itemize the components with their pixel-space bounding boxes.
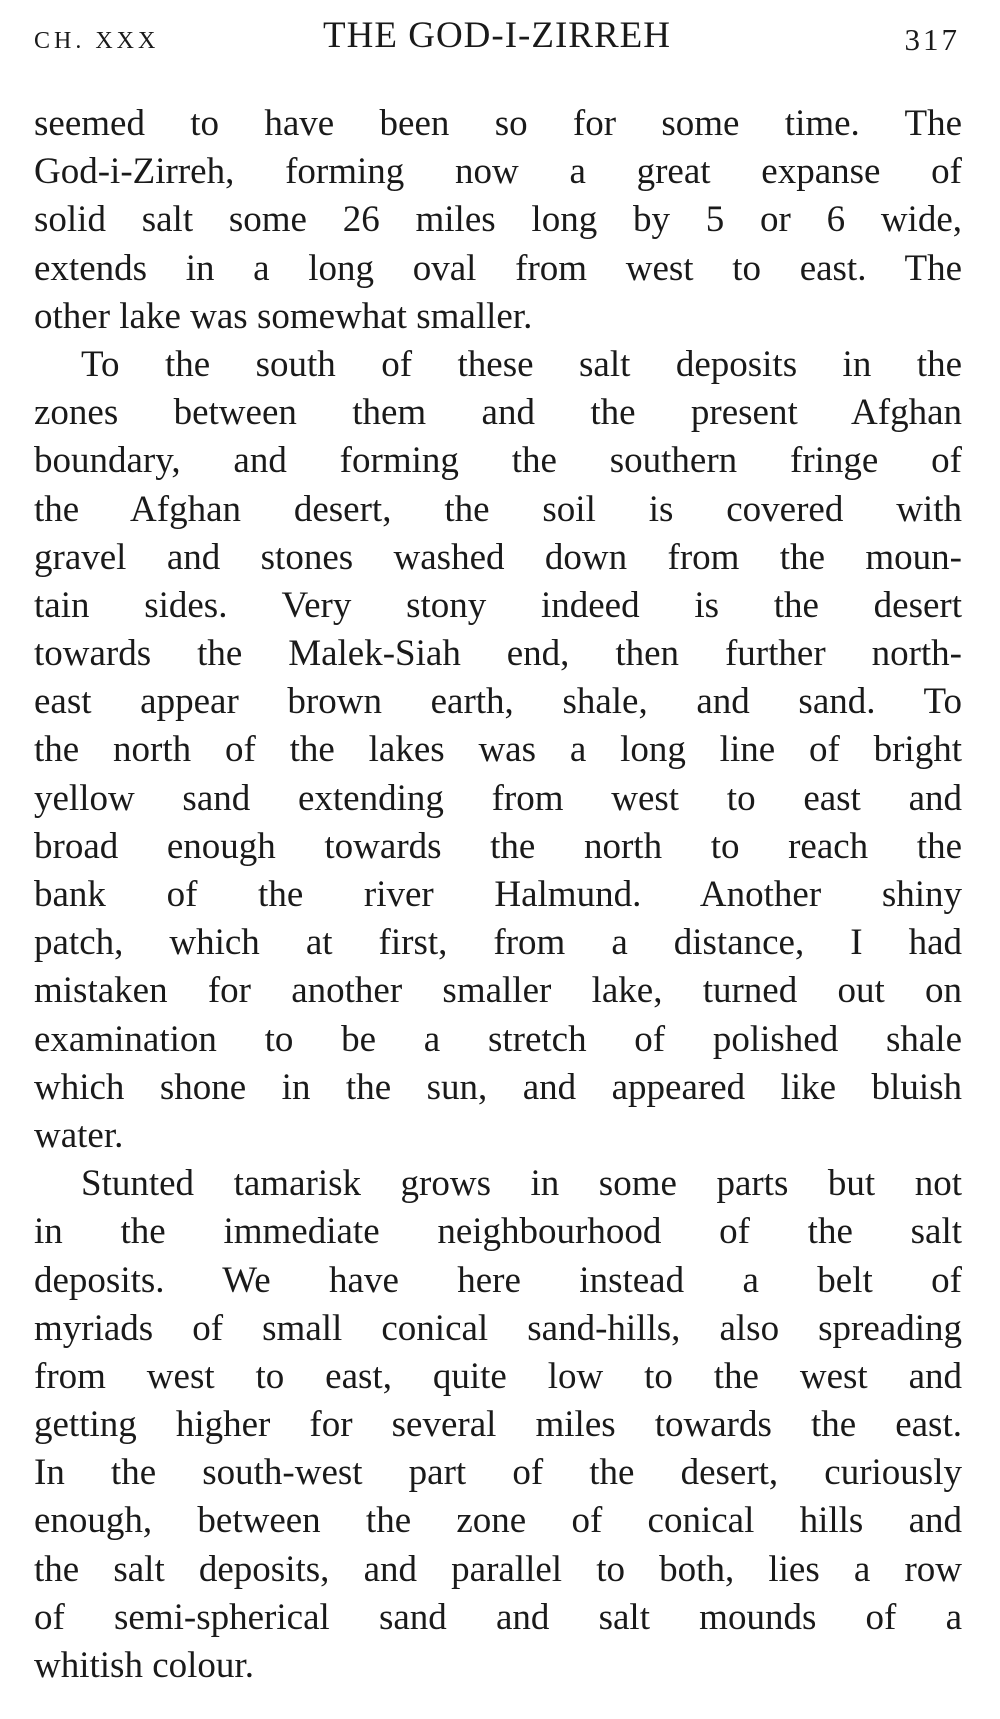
text-line: extends in a long oval from west to east. The [34,247,962,289]
text-line: myriads of small conical sand-hills, also spreading [34,1307,962,1349]
text-line: In the south-west part of the desert, curiously [34,1452,962,1494]
running-head [34,14,960,64]
text-line: whitish colour. [34,1645,254,1686]
text-line: solid salt some 26 miles long by 5 or 6 wide, [34,199,962,241]
page-title: THE GOD-I-ZIRREH [323,15,671,56]
text-line: deposits. We have here instead a belt of [34,1259,962,1301]
text-line: which shone in the sun, and appeared like bluish [34,1066,962,1108]
text-line: the north of the lakes was a long line of bright [34,729,962,771]
text-line: broad enough towards the north to reach the [34,825,962,867]
text-line: tain sides. Very stony indeed is the desert [34,584,962,626]
text-line: bank of the river Halmund. Another shiny [34,874,962,915]
text-line: gravel and stones washed down from the moun- [34,536,962,578]
text-line: To the south of these salt deposits in the [81,343,962,385]
text-line: in the immediate neighbourhood of the salt [34,1211,962,1253]
text-line: the Afghan desert, the soil is covered with [34,488,962,530]
text-line: boundary, and forming the southern fringe of [34,440,962,482]
text-line: Stunted tamarisk grows in some parts but not [81,1163,962,1205]
body-text [34,100,962,1690]
text-line: water. [34,1114,124,1156]
text-line: seemed to have been so for some time. The [34,103,962,144]
text-line: getting higher for several miles towards the east. [34,1404,962,1446]
text-line: east appear brown earth, shale, and sand. To [34,681,962,723]
text-line: yellow sand extending from west to east and [34,777,962,819]
text-line: examination to be a stretch of polished shale [34,1018,962,1060]
text-line: God-i-Zirreh, forming now a great expanse of [34,151,962,193]
text-line: patch, which at first, from a distance, I had [34,922,962,964]
chapter-number: CH. XXX [34,28,160,54]
text-line: enough, between the zone of conical hills and [34,1500,962,1542]
text-line: other lake was somewhat smaller. [34,295,533,337]
text-line: mistaken for another smaller lake, turned out on [34,970,962,1012]
text-line: the salt deposits, and parallel to both, lies a row [34,1548,962,1590]
text-line: from west to east, quite low to the west and [34,1355,962,1397]
text-line: of semi-spherical sand and salt mounds of a [34,1596,962,1638]
text-line: zones between them and the present Afghan [34,392,962,434]
text-line: towards the Malek-Siah end, then further north- [34,633,962,675]
page-number: 317 [904,22,960,57]
